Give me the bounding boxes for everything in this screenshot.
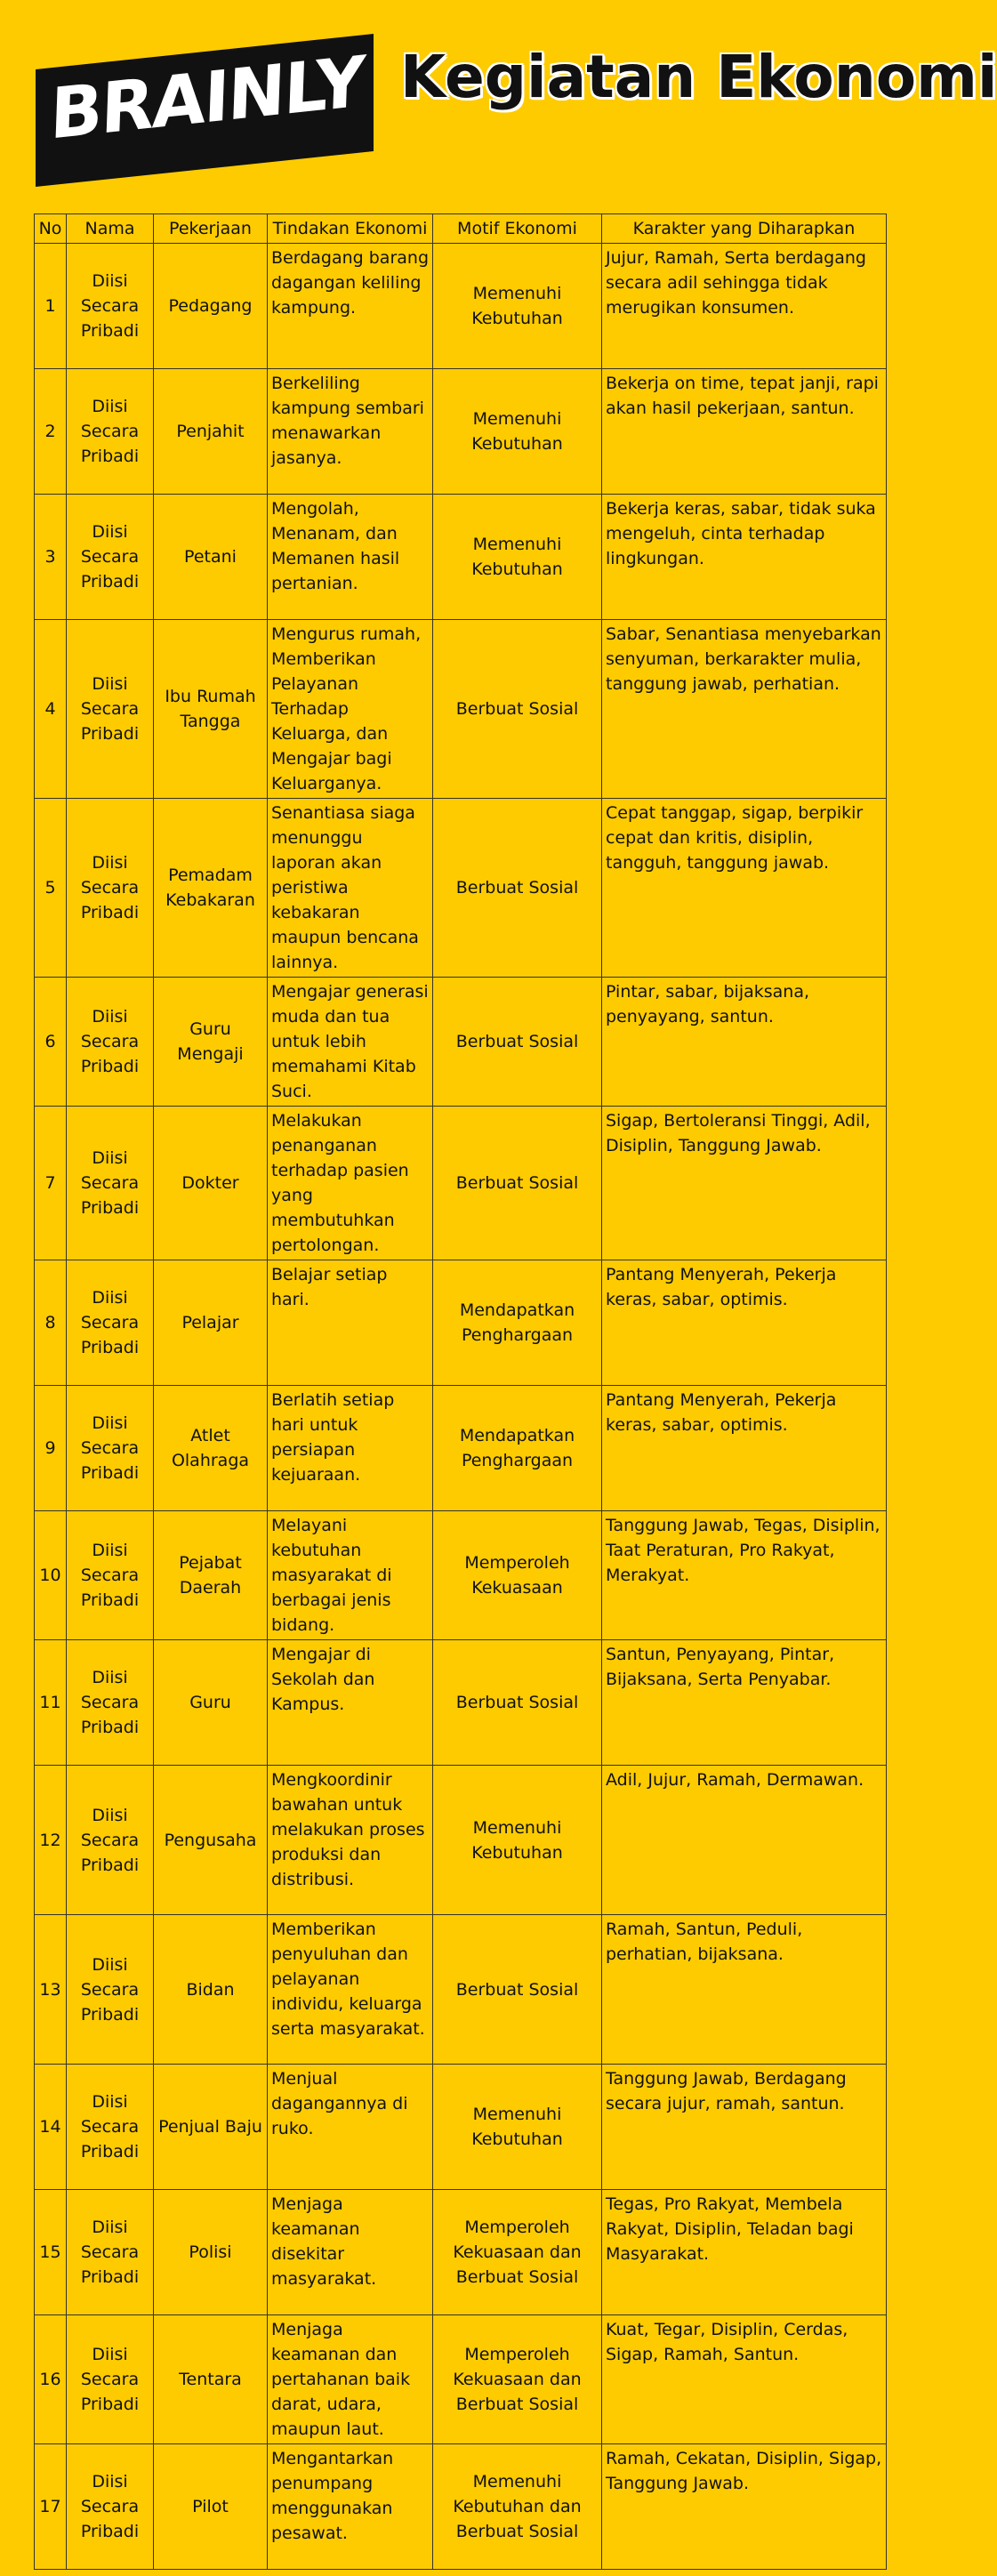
row-number: 12 (35, 1766, 67, 1915)
table-row (35, 1511, 887, 1640)
row-number: 6 (35, 978, 67, 1107)
row-expected-character: Tanggung Jawab, Tegas, Disiplin, Taat Peraturan, Pro Rakyat, Merakyat. (602, 1511, 887, 1640)
row-name: Diisi Secara Pribadi (67, 1260, 154, 1386)
row-economic-action: Memberikan penyuluhan dan pelayanan individu, keluarga serta masyarakat. (268, 1915, 433, 2065)
row-expected-character: Pantang Menyerah, Pekerja keras, sabar, optimis. (602, 1386, 887, 1511)
row-name: Diisi Secara Pribadi (67, 244, 154, 369)
row-occupation: Dokter (154, 1107, 268, 1260)
row-economic-action: Melakukan penanganan terhadap pasien yang membutuhkan pertolongan. (268, 1107, 433, 1260)
row-economic-action: Mengajar di Sekolah dan Kampus. (268, 1640, 433, 1766)
row-name: Diisi Secara Pribadi (67, 495, 154, 620)
row-number: 16 (35, 2315, 67, 2444)
table-row (35, 1915, 887, 2065)
row-name: Diisi Secara Pribadi (67, 799, 154, 978)
row-name: Diisi Secara Pribadi (67, 369, 154, 495)
row-name: Diisi Secara Pribadi (67, 2315, 154, 2444)
row-expected-character: Jujur, Ramah, Serta berdagang secara adil sehingga tidak merugikan konsumen. (602, 244, 887, 369)
row-number: 1 (35, 244, 67, 369)
row-occupation: Pengusaha (154, 1766, 268, 1915)
row-expected-character: Tegas, Pro Rakyat, Membela Rakyat, Disiplin, Teladan bagi Masyarakat. (602, 2190, 887, 2315)
row-name: Diisi Secara Pribadi (67, 1915, 154, 2065)
row-economic-motive: Berbuat Sosial (433, 620, 602, 799)
row-economic-action: Mengantarkan penumpang menggunakan pesawat. (268, 2444, 433, 2570)
row-economic-motive: Berbuat Sosial (433, 1107, 602, 1260)
row-economic-action: Berdagang barang dagangan keliling kampung. (268, 244, 433, 369)
row-economic-motive: Berbuat Sosial (433, 799, 602, 978)
row-economic-action: Melayani kebutuhan masyarakat di berbagai jenis bidang. (268, 1511, 433, 1640)
row-number: 8 (35, 1260, 67, 1386)
row-occupation: Penjahit (154, 369, 268, 495)
table-row (35, 495, 887, 620)
row-number: 10 (35, 1511, 67, 1640)
row-occupation: Bidan (154, 1915, 268, 2065)
row-occupation: Pelajar (154, 1260, 268, 1386)
row-economic-action: Mengajar generasi muda dan tua untuk lebih memahami Kitab Suci. (268, 978, 433, 1107)
row-number: 14 (35, 2065, 67, 2190)
column-header-motif: Motif Ekonomi (433, 214, 602, 244)
row-occupation: Pejabat Daerah (154, 1511, 268, 1640)
row-economic-motive: Berbuat Sosial (433, 1640, 602, 1766)
row-name: Diisi Secara Pribadi (67, 620, 154, 799)
row-expected-character: Adil, Jujur, Ramah, Dermawan. (602, 1766, 887, 1915)
row-number: 4 (35, 620, 67, 799)
header (0, 0, 997, 213)
table-row (35, 2190, 887, 2315)
row-expected-character: Cepat tanggap, sigap, berpikir cepat dan kritis, disiplin, tangguh, tanggung jawab. (602, 799, 887, 978)
row-occupation: Ibu Rumah Tangga (154, 620, 268, 799)
row-occupation: Tentara (154, 2315, 268, 2444)
row-economic-motive: Memenuhi Kebutuhan (433, 495, 602, 620)
row-economic-motive: Memperoleh Kekuasaan dan Berbuat Sosial (433, 2190, 602, 2315)
row-economic-action: Mengolah, Menanam, dan Memanen hasil pertanian. (268, 495, 433, 620)
table-row (35, 1260, 887, 1386)
row-economic-motive: Memenuhi Kebutuhan dan Berbuat Sosial (433, 2444, 602, 2570)
table-body (35, 244, 887, 2570)
row-name: Diisi Secara Pribadi (67, 1766, 154, 1915)
row-occupation: Pedagang (154, 244, 268, 369)
row-economic-action: Menjual dagangannya di ruko. (268, 2065, 433, 2190)
row-name: Diisi Secara Pribadi (67, 978, 154, 1107)
table-row (35, 620, 887, 799)
row-number: 7 (35, 1107, 67, 1260)
row-expected-character: Bekerja on time, tepat janji, rapi akan hasil pekerjaan, santun. (602, 369, 887, 495)
row-number: 9 (35, 1386, 67, 1511)
row-name: Diisi Secara Pribadi (67, 1511, 154, 1640)
table-row (35, 1386, 887, 1511)
column-header-nama: Nama (67, 214, 154, 244)
row-economic-motive: Memperoleh Kekuasaan (433, 1511, 602, 1640)
row-occupation: Guru (154, 1640, 268, 1766)
row-number: 13 (35, 1915, 67, 2065)
row-expected-character: Santun, Penyayang, Pintar, Bijaksana, Serta Penyabar. (602, 1640, 887, 1766)
table-header-row (35, 214, 887, 244)
row-number: 5 (35, 799, 67, 978)
row-expected-character: Pintar, sabar, bijaksana, penyayang, santun. (602, 978, 887, 1107)
row-number: 2 (35, 369, 67, 495)
economic-activity-table (34, 213, 887, 2570)
row-occupation: Pemadam Kebakaran (154, 799, 268, 978)
table-row (35, 978, 887, 1107)
row-occupation: Petani (154, 495, 268, 620)
row-expected-character: Tanggung Jawab, Berdagang secara jujur, ramah, santun. (602, 2065, 887, 2190)
page-title: Kegiatan Ekonomi (400, 43, 997, 111)
row-occupation: Pilot (154, 2444, 268, 2570)
row-occupation: Guru Mengaji (154, 978, 268, 1107)
row-expected-character: Ramah, Santun, Peduli, perhatian, bijaksana. (602, 1915, 887, 2065)
row-expected-character: Pantang Menyerah, Pekerja keras, sabar, optimis. (602, 1260, 887, 1386)
table-row (35, 2444, 887, 2570)
row-number: 3 (35, 495, 67, 620)
row-economic-action: Senantiasa siaga menunggu laporan akan peristiwa kebakaran maupun bencana lainnya. (268, 799, 433, 978)
table-row (35, 2315, 887, 2444)
row-expected-character: Kuat, Tegar, Disiplin, Cerdas, Sigap, Ramah, Santun. (602, 2315, 887, 2444)
table-row (35, 1766, 887, 1915)
brainly-logo: BRAINLY (48, 41, 366, 156)
row-name: Diisi Secara Pribadi (67, 2190, 154, 2315)
row-economic-action: Berkeliling kampung sembari menawarkan jasanya. (268, 369, 433, 495)
row-expected-character: Bekerja keras, sabar, tidak suka mengeluh, cinta terhadap lingkungan. (602, 495, 887, 620)
row-economic-motive: Berbuat Sosial (433, 978, 602, 1107)
row-economic-action: Belajar setiap hari. (268, 1260, 433, 1386)
column-header-tindakan: Tindakan Ekonomi (268, 214, 433, 244)
column-header-karakter: Karakter yang Diharapkan (602, 214, 887, 244)
row-expected-character: Sabar, Senantiasa menyebarkan senyuman, berkarakter mulia, tanggung jawab, perhatian. (602, 620, 887, 799)
row-economic-motive: Memperoleh Kekuasaan dan Berbuat Sosial (433, 2315, 602, 2444)
table-row (35, 369, 887, 495)
row-number: 15 (35, 2190, 67, 2315)
row-name: Diisi Secara Pribadi (67, 1640, 154, 1766)
table-row (35, 2065, 887, 2190)
row-economic-motive: Mendapatkan Penghargaan (433, 1260, 602, 1386)
table-row (35, 244, 887, 369)
row-expected-character: Ramah, Cekatan, Disiplin, Sigap, Tanggung Jawab. (602, 2444, 887, 2570)
row-economic-action: Berlatih setiap hari untuk persiapan kejuaraan. (268, 1386, 433, 1511)
row-economic-motive: Memenuhi Kebutuhan (433, 369, 602, 495)
row-economic-motive: Berbuat Sosial (433, 1915, 602, 2065)
row-economic-motive: Memenuhi Kebutuhan (433, 1766, 602, 1915)
row-occupation: Penjual Baju (154, 2065, 268, 2190)
row-name: Diisi Secara Pribadi (67, 1107, 154, 1260)
row-number: 17 (35, 2444, 67, 2570)
row-name: Diisi Secara Pribadi (67, 1386, 154, 1511)
row-economic-motive: Mendapatkan Penghargaan (433, 1386, 602, 1511)
row-economic-motive: Memenuhi Kebutuhan (433, 2065, 602, 2190)
row-occupation: Atlet Olahraga (154, 1386, 268, 1511)
column-header-pekerjaan: Pekerjaan (154, 214, 268, 244)
row-economic-motive: Memenuhi Kebutuhan (433, 244, 602, 369)
table-row (35, 799, 887, 978)
row-occupation: Polisi (154, 2190, 268, 2315)
row-expected-character: Sigap, Bertoleransi Tinggi, Adil, Disiplin, Tanggung Jawab. (602, 1107, 887, 1260)
row-economic-action: Mengurus rumah, Memberikan Pelayanan Terhadap Keluarga, dan Mengajar bagi Keluarganya. (268, 620, 433, 799)
row-number: 11 (35, 1640, 67, 1766)
row-name: Diisi Secara Pribadi (67, 2065, 154, 2190)
column-header-no: No (35, 214, 67, 244)
row-name: Diisi Secara Pribadi (67, 2444, 154, 2570)
row-economic-action: Mengkoordinir bawahan untuk melakukan proses produksi dan distribusi. (268, 1766, 433, 1915)
table-row (35, 1107, 887, 1260)
table-row (35, 1640, 887, 1766)
row-economic-action: Menjaga keamanan disekitar masyarakat. (268, 2190, 433, 2315)
row-economic-action: Menjaga keamanan dan pertahanan baik darat, udara, maupun laut. (268, 2315, 433, 2444)
